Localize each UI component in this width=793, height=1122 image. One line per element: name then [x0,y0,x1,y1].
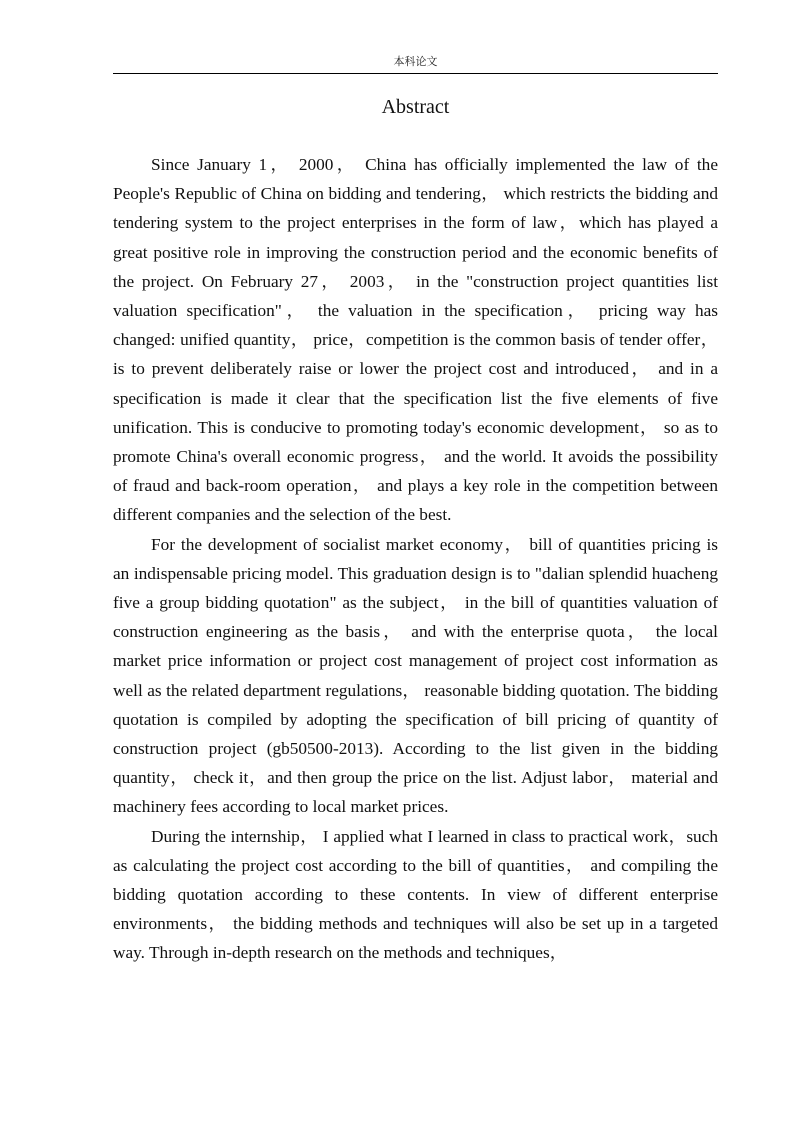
abstract-body [113,150,718,968]
abstract-paragraph-3: During the internship， I applied what I learned in class to practical work，such as calculating the project cost according to the bill of quantities， and compiling the bidding quotation according to these contents. In view of different enterprise environments， the bidding methods and techniques will also be set up in a targeted way. Through in-depth research on the methods and techniques， [113,826,718,963]
abstract-title: Abstract [381,96,450,118]
abstract-paragraph-2: For the development of socialist market economy， bill of quantities pricing is an indispensable pricing model. This graduation design is to "dalian splendid huacheng five a group bidding quotation" as the subject， in the bill of quantities valuation of construction engineering as the basis， and with the enterprise quota， the local market price information or project cost management of project cost information as well as the related department regulations， reasonable bidding quotation. The bidding quotation is compiled by adopting the specification of bill pricing of quantity of construction project (gb50500-2013). According to the list given in the bidding quantity， check it，and then group the price on the list. Adjust labor， material and machinery fees according to local market prices. [113,534,718,817]
abstract-paragraph-1: Since January 1， 2000， China has officially implemented the law of the People's Republic of China on bidding and tendering， which restricts the bidding and tendering system to the project enterprises in the form of law，which has played a great positive role in improving the construction period and the economic benefits of the project. On February 27， 2003， in the "construction project quantities list valuation specification"， the valuation in the specification， pricing way has changed: unified quantity， price，competition is the common basis of tender offer， is to prevent deliberately raise or lower the project cost and introduced， and in a specification is made it clear that the specification list the five elements of five unification. This is conducive to promoting today's economic development， so as to promote China's overall economic progress， and the world. It avoids the possibility of fraud and back-room operation， and plays a key role in the competition between different companies and the selection of the best. [113,155,718,525]
running-header: 本科论文 [393,56,438,68]
header-divider [113,73,718,74]
